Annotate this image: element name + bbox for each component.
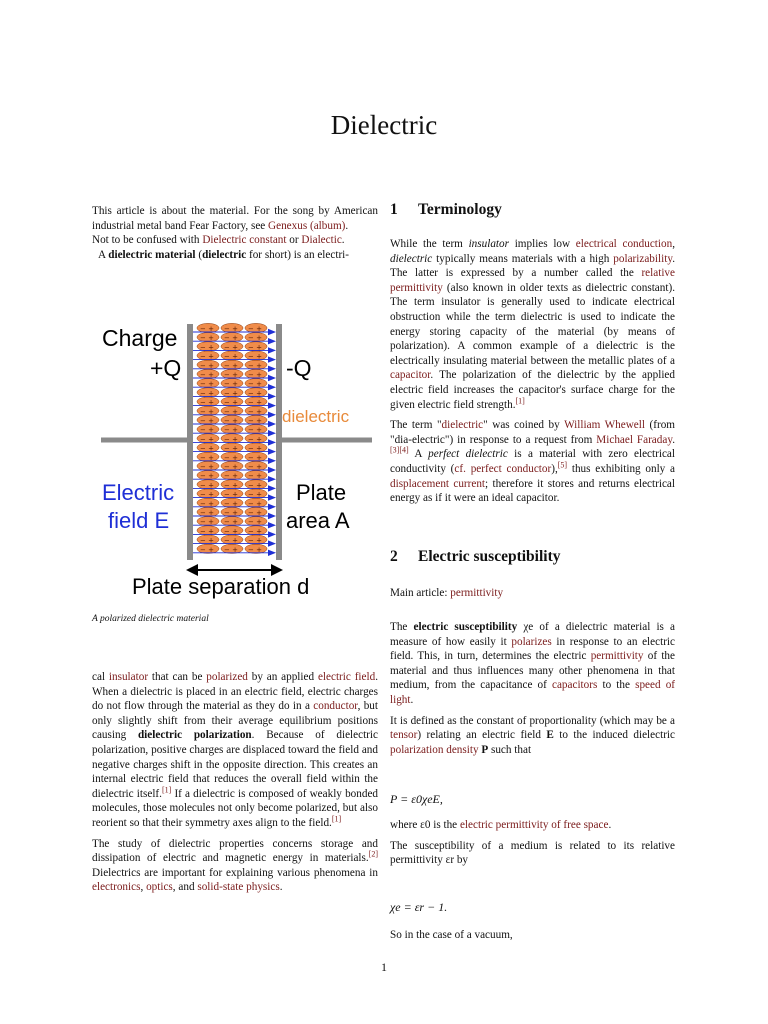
label-field-e: field E bbox=[108, 508, 170, 533]
dipole-sign: − + bbox=[200, 518, 214, 527]
dipole-sign: − + bbox=[200, 334, 214, 343]
link-cf[interactable]: cf. bbox=[454, 462, 466, 475]
field-arrowhead bbox=[268, 439, 276, 445]
section-susceptibility-body bbox=[390, 620, 675, 763]
field-arrowhead bbox=[268, 513, 276, 519]
dipole-sign: − + bbox=[224, 472, 238, 481]
dipole-sign: − + bbox=[200, 444, 214, 453]
dipole-sign: − + bbox=[248, 518, 262, 527]
dipole-sign: − + bbox=[224, 426, 238, 435]
terminology-paragraph-1: While the term insulator implies low electrical conduction, dielectric typically means materials with a high polarizability. The latter is expressed by a number called the relative permittivity (also known in older texts as dielectric constant). The term insulator is generally used to indicate electrical obstruction while the term dielectric is used to indicate the energy storing capacity of the material (by means of polarization). A common example of a dielectric is the electrically insulating material between the metallic plates of a capacitor. The polarization of the dielectric by the applied electric field increases the capacitor's surface charge for the given electric field strength.[1] bbox=[390, 238, 675, 411]
label-plus-q: +Q bbox=[150, 355, 182, 381]
dipole-sign: − + bbox=[248, 380, 262, 389]
link-dialectic[interactable]: Dialectic bbox=[301, 234, 342, 247]
dipole-sign: − + bbox=[224, 527, 238, 536]
field-arrowhead bbox=[268, 393, 276, 399]
field-arrowhead bbox=[268, 384, 276, 390]
dipole-sign: − + bbox=[200, 417, 214, 425]
link-capacitor[interactable]: capacitor bbox=[390, 369, 431, 382]
dipole-sign: − + bbox=[224, 380, 238, 389]
field-arrowhead bbox=[268, 504, 276, 510]
dipole-sign: − + bbox=[224, 545, 238, 554]
label-area-a: area A bbox=[286, 508, 350, 533]
ref-1b[interactable]: [1] bbox=[331, 814, 342, 824]
section-heading-susceptibility: 2 Electric susceptibility bbox=[390, 548, 561, 565]
dipole-sign: − + bbox=[224, 371, 238, 379]
dipole-sign: − + bbox=[248, 407, 262, 416]
field-arrowhead bbox=[268, 402, 276, 408]
link-electronics[interactable]: electronics bbox=[92, 881, 141, 894]
left-column-bottom bbox=[92, 670, 378, 901]
dipole-sign: − + bbox=[200, 361, 214, 370]
dipole-sign: − + bbox=[248, 509, 262, 517]
susceptibility-paragraph-3: where ε0 is the electric permittivity of free space. bbox=[390, 819, 612, 831]
equation-polarization: P = ε0χeE, bbox=[390, 792, 443, 806]
link-permittivity-main[interactable]: permittivity bbox=[450, 587, 504, 599]
dipole-sign: − + bbox=[224, 509, 238, 517]
dipole-sign: − + bbox=[224, 444, 238, 453]
field-arrowhead bbox=[268, 550, 276, 556]
dipole-sign: − + bbox=[224, 407, 238, 416]
link-polarizability[interactable]: polarizability bbox=[613, 252, 673, 265]
field-arrowhead bbox=[268, 430, 276, 436]
dipole-sign: − + bbox=[200, 435, 214, 444]
label-plate: Plate bbox=[296, 480, 347, 505]
dipole-sign: − + bbox=[200, 371, 214, 379]
link-conductor[interactable]: conductor bbox=[313, 700, 358, 713]
dipole-sign: − + bbox=[200, 463, 214, 471]
field-arrowhead bbox=[268, 494, 276, 500]
main-article-note: Main article: permittivity bbox=[390, 587, 504, 599]
dipole-sign: − + bbox=[200, 389, 214, 398]
dipole-sign: − + bbox=[248, 545, 262, 554]
intro-start: A dielectric material (dielectric for short) is an electri- bbox=[98, 248, 350, 261]
link-insulator[interactable]: insulator bbox=[108, 671, 149, 683]
field-arrowhead bbox=[268, 531, 276, 537]
ref-1c[interactable]: [1] bbox=[515, 395, 525, 405]
terminology-paragraph-2: The term "dielectric" was coined by William Whewell (from "dia-electric") in response to a request from Michael Faraday.[3][4] A perfect dielectric is a material with zero electrical conductivity (cf. perfect conductor),[5] thus exhibiting only a displacement current; therefore it stores and returns electrical energy as if it were an ideal capacitor. bbox=[390, 419, 676, 505]
dipole-sign: − + bbox=[224, 417, 238, 425]
link-permittivity-free-space[interactable]: electric permittivity of free space bbox=[459, 819, 609, 831]
dipole-sign: − + bbox=[248, 435, 262, 444]
link-polarizes[interactable]: polarizes bbox=[511, 635, 552, 648]
left-column-top bbox=[92, 204, 378, 268]
hatnote: This article is about the material. For the song by American industrial metal band Fear Factory, see Genexus (album). Not to be confused with Dielectric constant or Dialectic. bbox=[92, 205, 378, 247]
link-genexus[interactable]: Genexus (album) bbox=[268, 219, 346, 232]
link-electric-field[interactable]: electric field bbox=[317, 671, 376, 683]
field-arrowhead bbox=[268, 522, 276, 528]
label-dielectric: dielectric bbox=[282, 407, 350, 426]
intro-continuation: cal insulator that can be polarized by an applied electric field. When a dielectric is placed in an electric field, electric charges do not flow through the material as they do in a conductor, but only slightly shift from their average equilibrium positions causing dielectric polarization. Because of dielectric polarization, positive charges are displaced toward the field and negative charges shift in the opposite direction. This creates an internal electric field that reduces the overall field within the dielectric itself.[1] If a dielectric is composed of weakly bonded molecules, those molecules not only become polarized, but also reorient so that their symmetry axes align to the field.[1] bbox=[92, 671, 379, 829]
link-displacement-current[interactable]: displacement current bbox=[390, 477, 486, 490]
link-optics[interactable]: optics bbox=[146, 881, 173, 894]
intro-paragraph-2: The study of dielectric properties concerns storage and dissipation of electric and magnetic energy in materials.[2] Dielectrics are important for explaining various phenomena in electronics, optics, and solid-state physics. bbox=[92, 837, 378, 894]
dipole-sign: − + bbox=[248, 499, 262, 508]
link-polarized[interactable]: polarized bbox=[206, 671, 248, 683]
dipole-sign: − + bbox=[248, 389, 262, 398]
susceptibility-paragraph-1: The electric susceptibility χe of a dielectric material is a measure of how easily it polarizes in response to an electric field. This, in turn, determines the electric permittivity of the material and thus influences many other phenomena in that medium, from the capacitance of capacitors to the speed of light. bbox=[390, 621, 676, 706]
dipole-sign: − + bbox=[200, 527, 214, 536]
dipole-sign: − + bbox=[224, 518, 238, 527]
field-arrowhead bbox=[268, 356, 276, 362]
field-arrowhead bbox=[268, 338, 276, 344]
link-tensor[interactable]: tensor bbox=[390, 729, 418, 742]
susceptibility-paragraph-5: So in the case of a vacuum, bbox=[390, 929, 513, 941]
dipole-sign: − + bbox=[224, 334, 238, 343]
dipole-sign: − + bbox=[224, 435, 238, 444]
section-heading-terminology: 1 Terminology bbox=[390, 201, 502, 218]
dipole-sign: − + bbox=[224, 352, 238, 361]
dipole-sign: − + bbox=[224, 325, 238, 333]
label-electric: Electric bbox=[102, 480, 175, 505]
dipole-sign: − + bbox=[248, 426, 262, 435]
dipole-sign: − + bbox=[200, 352, 214, 361]
dipole-sign: − + bbox=[224, 389, 238, 398]
dipole-sign: − + bbox=[248, 352, 262, 361]
section-terminology-body bbox=[390, 237, 675, 512]
ref-5[interactable]: [5] bbox=[557, 460, 568, 470]
field-arrowhead bbox=[268, 412, 276, 418]
susceptibility-paragraph-2: It is defined as the constant of proportionality (which may be a tensor) relating an electric field E to the induced dielectric polarization density P such that bbox=[390, 714, 675, 756]
ref-1[interactable]: [1] bbox=[161, 785, 172, 795]
dipole-sign: − + bbox=[248, 361, 262, 370]
dipole-sign: − + bbox=[200, 481, 214, 490]
dipole-sign: − + bbox=[200, 509, 214, 517]
field-arrowhead bbox=[268, 458, 276, 464]
dipole-sign: − + bbox=[224, 463, 238, 471]
link-william-whewell[interactable]: William Whewell bbox=[564, 419, 645, 432]
field-arrowhead bbox=[268, 375, 276, 381]
capacitor-figure bbox=[92, 312, 382, 612]
dipole-sign: − + bbox=[200, 426, 214, 435]
dipole-sign: − + bbox=[224, 490, 238, 499]
left-plate bbox=[187, 324, 193, 560]
dipole-sign: − + bbox=[248, 481, 262, 490]
link-perfect-conductor[interactable]: perfect conductor bbox=[470, 462, 552, 475]
label-plate-separation: Plate separation d bbox=[132, 574, 310, 599]
dipole-sign: − + bbox=[248, 453, 262, 462]
field-arrowhead bbox=[268, 421, 276, 427]
dipole-sign: − + bbox=[248, 325, 262, 333]
dipole-sign: − + bbox=[248, 444, 262, 453]
dipole-sign: − + bbox=[200, 453, 214, 462]
ref-2[interactable]: [2] bbox=[368, 849, 378, 859]
field-arrowhead bbox=[268, 329, 276, 335]
link-speed-of-light[interactable]: speed of light bbox=[390, 679, 676, 706]
susceptibility-paragraph-4: The susceptibility of a medium is related to its relative permittivity εr by bbox=[390, 839, 675, 867]
dipole-sign: − + bbox=[248, 490, 262, 499]
dipole-sign: − + bbox=[200, 499, 214, 508]
link-solid-state-physics[interactable]: solid-state physics bbox=[197, 881, 280, 894]
field-arrowhead bbox=[268, 476, 276, 482]
page-number: 1 bbox=[381, 960, 387, 974]
dipole-grid bbox=[197, 323, 267, 553]
dipole-sign: − + bbox=[200, 398, 214, 407]
dipole-sign: − + bbox=[200, 380, 214, 389]
field-arrowhead bbox=[268, 485, 276, 491]
right-plate bbox=[276, 324, 282, 560]
figure-caption: A polarized dielectric material bbox=[92, 614, 209, 624]
dipole-sign: − + bbox=[248, 527, 262, 536]
link-michael-faraday[interactable]: Michael Faraday bbox=[596, 433, 673, 446]
dipole-sign: − + bbox=[248, 371, 262, 379]
ref-3-4[interactable]: [3][4] bbox=[390, 445, 409, 455]
link-permittivity[interactable]: permittivity bbox=[590, 650, 644, 663]
link-relative-permittivity[interactable]: relative permittivity bbox=[390, 267, 675, 294]
dipole-sign: − + bbox=[224, 481, 238, 490]
field-arrowhead bbox=[268, 347, 276, 353]
dipole-sign: − + bbox=[200, 490, 214, 499]
dipole-sign: − + bbox=[224, 343, 238, 352]
dipole-sign: − + bbox=[224, 398, 238, 407]
dipole-sign: − + bbox=[224, 536, 238, 545]
dipole-sign: − + bbox=[200, 545, 214, 554]
field-arrowhead bbox=[268, 366, 276, 372]
link-dielectric-constant[interactable]: Dielectric constant bbox=[202, 234, 287, 247]
dipole-sign: − + bbox=[224, 499, 238, 508]
equation-susceptibility: χe = εr − 1. bbox=[390, 900, 448, 914]
dipole-sign: − + bbox=[248, 398, 262, 407]
dipole-sign: − + bbox=[200, 472, 214, 481]
field-arrowhead bbox=[268, 540, 276, 546]
dipole-sign: − + bbox=[248, 343, 262, 352]
dipole-sign: − + bbox=[248, 463, 262, 471]
dipole-sign: − + bbox=[248, 536, 262, 545]
label-minus-q: -Q bbox=[286, 355, 312, 381]
label-charge: Charge bbox=[102, 325, 178, 351]
dipole-sign: − + bbox=[200, 343, 214, 352]
section-susceptibility-body-2 bbox=[390, 818, 675, 874]
link-electrical-conduction[interactable]: electrical conduction bbox=[575, 238, 673, 250]
dipole-sign: − + bbox=[200, 325, 214, 333]
dipole-sign: − + bbox=[200, 536, 214, 545]
field-arrowhead bbox=[268, 448, 276, 454]
dipole-sign: − + bbox=[248, 472, 262, 481]
link-capacitors[interactable]: capacitors bbox=[551, 679, 598, 692]
dipole-sign: − + bbox=[200, 407, 214, 416]
dipole-sign: − + bbox=[224, 361, 238, 370]
link-polarization-density[interactable]: polarization density bbox=[390, 743, 479, 756]
dipole-sign: − + bbox=[248, 417, 262, 425]
dipole-sign: − + bbox=[248, 334, 262, 343]
link-dielectric-wikt[interactable]: dielectric bbox=[441, 419, 484, 432]
page-title: Dielectric bbox=[330, 110, 438, 140]
dipole-sign: − + bbox=[224, 453, 238, 462]
field-arrowhead bbox=[268, 467, 276, 473]
